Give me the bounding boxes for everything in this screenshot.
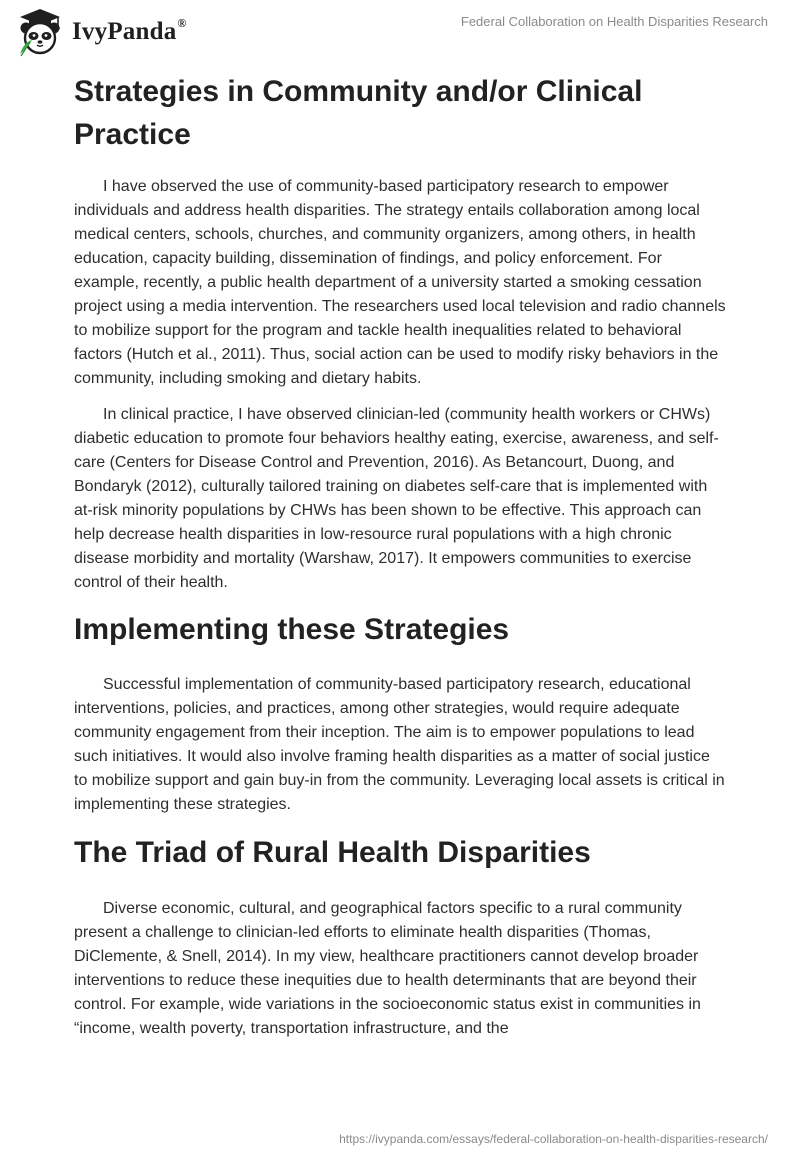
paragraph: I have observed the use of community-based participatory research to empower individuals and address health disparities. The strategy entails collaboration among local medical centers, schools, churches, and community organizers, among others, in health education, capacity building, dissemination of findings, and policy enforcement. For example, recently, a public health department of a university started a smoking cessation project using a media intervention. The researchers used local television and radio channels to mobilize support for the program and tackle health inequalities related to behavioral factors (Hutch et al., 2011). Thus, social action can be used to modify risky behaviors in the community, including smoking and dietary habits. [74, 178, 726, 387]
logo-wordmark [72, 18, 187, 46]
section-heading-triad: The Triad of Rural Health Disparities [74, 836, 591, 869]
section-heading-strategies: Strategies in Community and/or Clinical Practice [74, 75, 643, 151]
ivypanda-logo[interactable] [14, 6, 187, 58]
paragraph: Diverse economic, cultural, and geographical factors specific to a rural community present a challenge to clinician-led efforts to eliminate health disparities (Thomas, DiClemente, & Snell, 2014). In my view, healthcare practitioners cannot develop broader interventions to reduce these inequities due to health determinants that are beyond their control. For example, wide variations in the socioeconomic status exist in communities in “income, wealth poverty, transportation infrastructure, and the [74, 900, 701, 1037]
running-title: Federal Collaboration on Health Disparities Research [460, 14, 768, 29]
logo-name: IvyPanda [72, 18, 177, 45]
page-header [0, 0, 800, 64]
registered-mark: ® [177, 16, 187, 30]
paragraph: In clinical practice, I have observed clinician-led (community health workers or CHWs) diabetic education to promote four behaviors healthy eating, exercise, awareness, and self-care (Centers for Disease Control and Prevention, 2016). As Betancourt, Duong, and Bondaryk (2012), culturally tailored training on diabetes self-care that is implemented with at-risk minority populations by CHWs has been shown to be effective. This approach can help decrease health disparities in low-resource rural populations with a high chronic disease morbidity and mortality (Warshaw, 2017). It empowers communities to exercise control of their health. [74, 406, 719, 591]
panda-logo-icon [14, 6, 66, 58]
essay-content [74, 70, 726, 1053]
section-heading-implementing: Implementing these Strategies [74, 613, 510, 646]
source-url-link[interactable]: https://ivypanda.com/essays/federal-collaboration-on-health-disparities-research/ [339, 1132, 768, 1146]
paragraph: Successful implementation of community-based participatory research, educational interventions, policies, and practices, among other strategies, would require adequate community engagement from their inception. The aim is to empower populations to lead such initiatives. It would also involve framing health disparities as a matter of social justice to mobilize support and gain buy-in from the community. Leveraging local assets is critical in implementing these strategies. [74, 676, 725, 813]
